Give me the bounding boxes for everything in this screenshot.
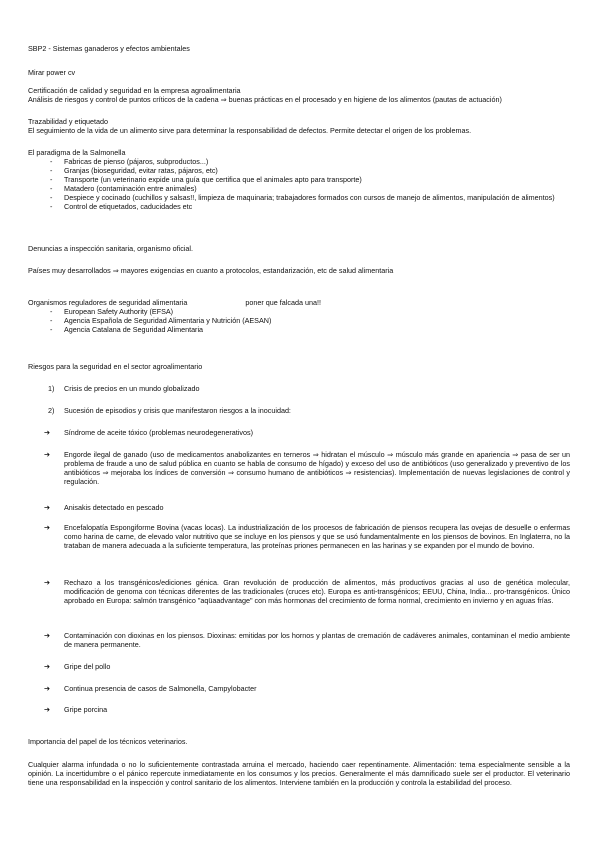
list-item: - Control de etiquetados, caducidades etc [28, 202, 570, 211]
riesgo-item: ➔ Engorde ilegal de ganado (uso de medicamentos anabolizantes en terneros ⇒ hidratan el músculo ⇒ músculo más grande en apariencia ⇒ pasa de ser un problema de fraude a uno de salud pública en cuanto se habla de consumo de hígado) y exceso del uso de antibióticos (uso generalizado y preventivo de los antibióticos ⇒ mejoraba los índices de conversión ⇒ consumo humano de antibióticos ⇒ resistencias). Implementación de nuevas legislaciones de control y regulación. [44, 450, 570, 486]
certificacion-heading: Certificación de calidad y seguridad en la empresa agroalimentaria [28, 86, 241, 95]
list-item: - European Safety Authority (EFSA) [28, 307, 570, 316]
trazabilidad-heading: Trazabilidad y etiquetado [28, 117, 109, 126]
riesgos-numbered-list [28, 384, 570, 393]
paises-text: Países muy desarrollados ⇒ mayores exigencias en cuanto a protocolos, estandarización, etc de salud alimentaria [28, 266, 394, 275]
list-item: 1) Crisis de precios en un mundo globalizado [48, 384, 200, 393]
list-item: - Despiece y cocinado (cuchillos y salsas!!, limpieza de maquinaria; trabajadores formados con cursos de manejo de alimentos, manipulación de alimentos) [28, 193, 570, 202]
arrow-icon: ➔ [44, 631, 51, 640]
section-salmonella [28, 148, 570, 211]
arrow-icon: ➔ [44, 450, 51, 459]
riesgo-item: ➔ Encefalopatía Espongiforme Bovina (vacas locas). La industrialización de los procesos de fabricación de piensos recupera las ovejas de desuelle o enfermas como harina de carne, de elevado valor nutritivo que se incluye en los piensos y que se usó fundamentalmente en los piensos de bovinos. En Inglaterra, no la trataban de manera adecuada a la suficiente temperatura, las proteínas priones permanecen en las harinas y se expanden por el mundo de bovino. [44, 523, 570, 550]
list-item: - Granjas (bioseguridad, evitar ratas, pájaros, etc) [28, 166, 570, 175]
organismos-heading: Organismos reguladores de seguridad alimentaria [28, 298, 188, 307]
trazabilidad-text: El seguimiento de la vida de un alimento sirve para determinar la responsabilidad de defectos. Permite detectar el origen de los problemas. [28, 126, 472, 135]
riesgo-item: ➔ Rechazo a los transgénicos/ediciones génica. Gran revolución de producción de alimentos, más productivos gracias al uso de genética molecular, modificación de genoma con técnicas diferentes de las tradicionales (cruces etc). Europa es anti-transgénicos; EEUU, China, India... pro-transgénicos. Único aprobado en Europa: salmón transgénico "aqüaadvantage" con más hormonas del crecimiento de forma normal, crecimiento en invierno y en aguas frías. [44, 578, 570, 605]
arrow-icon: ➔ [44, 503, 51, 512]
riesgo-item: ➔ Síndrome de aceite tóxico (problemas neurodegenerativos) [44, 428, 253, 437]
riesgo-item: ➔ Contaminación con dioxinas en los piensos. Dioxinas: emitidas por los hornos y plantas de cremación de cadáveres animales, contaminan el medio ambiente de manera permanente. [44, 631, 570, 649]
arrow-icon: ➔ [44, 662, 51, 671]
list-item: - Transporte (un veterinario expide una guía que certifica que el animales apto para transporte) [28, 175, 570, 184]
salmonella-list [28, 157, 570, 211]
arrow-icon: ➔ [44, 523, 51, 532]
riesgo-item: ➔ Anisakis detectado en pescado [44, 503, 164, 512]
list-item: 2) Sucesión de episodios y crisis que manifestaron riesgos a la inocuidad: [48, 406, 291, 415]
mirar-note: Mirar power cv [28, 68, 76, 77]
arrow-icon: ➔ [44, 578, 51, 587]
document-title: SBP2 - Sistemas ganaderos y efectos ambientales [28, 44, 190, 53]
arrow-icon: ➔ [44, 705, 51, 714]
riesgos-numbered-list-2 [28, 406, 570, 415]
section-organismos [28, 298, 570, 334]
riesgo-item: ➔ Gripe porcina [44, 705, 108, 714]
list-item: - Fabricas de pienso (pájaros, subproductos...) [28, 157, 570, 166]
section-trazabilidad [28, 117, 570, 135]
list-item: - Matadero (contaminación entre animales) [28, 184, 570, 193]
importancia-text: Cualquier alarma infundada o no lo suficientemente contrastada arruina el mercado, haciendo caer repentinamente. Alimentación: tema especialmente sensible a la opinión. La incertidumbre o el pánico repercute inmediatamente en los consumos y los precios. Generalmente el más damnificado suele ser el productor. El veterinario tiene una responsabilidad en la inspección y control sanitario de los alimentos. Interviene también en la producción y controla la estabilidad del proceso. [28, 760, 570, 787]
certificacion-text: Análisis de riesgos y control de puntos críticos de la cadena ⇒ buenas prácticas en el procesado y en higiene de los alimentos (pautas de actuación) [28, 95, 502, 104]
riesgo-item: ➔ Gripe del pollo [44, 662, 111, 671]
salmonella-heading: El paradigma de la Salmonella [28, 148, 126, 157]
arrow-icon: ➔ [44, 428, 51, 437]
riesgos-heading: Riesgos para la seguridad en el sector agroalimentario [28, 362, 203, 371]
list-item: - Agencia Catalana de Seguridad Alimentaria [28, 325, 570, 334]
riesgo-item: ➔ Continua presencia de casos de Salmonella, Campylobacter [44, 684, 257, 693]
list-item: - Agencia Española de Seguridad Alimentaria y Nutrición (AESAN) [28, 316, 570, 325]
section-certificacion [28, 86, 570, 104]
organismos-list [28, 307, 570, 334]
arrow-icon: ➔ [44, 684, 51, 693]
importancia-heading: Importancia del papel de los técnicos veterinarios. [28, 737, 188, 746]
denuncias-text: Denuncias a inspección sanitaria, organismo oficial. [28, 244, 194, 253]
organismos-note: poner que falcada una!! [245, 298, 321, 307]
